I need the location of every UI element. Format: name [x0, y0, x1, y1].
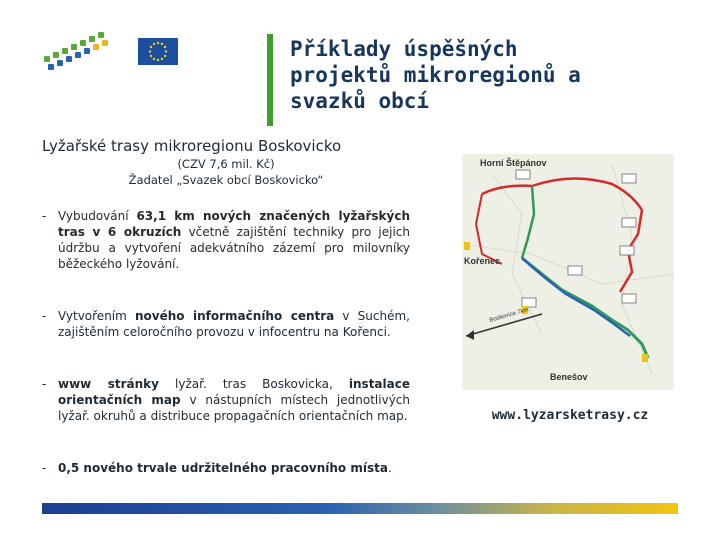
bullet-dash: - [42, 377, 47, 391]
title-line: projektů mikroregionů a [290, 63, 581, 87]
bullet-dash: - [42, 209, 47, 223]
map-label-road: Boskovice 7km [488, 307, 530, 324]
bullet-item [42, 376, 410, 424]
project-meta [42, 156, 410, 188]
map-label-top: Horní Štěpánov [480, 158, 547, 168]
title-line: svazků obcí [290, 89, 430, 113]
eu-flag-icon [138, 38, 178, 65]
bullet-text-part: v nástupních místech jednotlivých lyžař. okruhů a distribuce propagačních orientačních map. [58, 393, 410, 423]
bullet-text [58, 208, 410, 272]
bullet-item [42, 308, 410, 340]
trail-map [462, 154, 674, 390]
map-label-bottom: Benešov [550, 372, 588, 382]
bullet-bold-part: nového informačního centra [134, 309, 335, 323]
title-accent-bar [267, 34, 273, 126]
bullet-text-part: v Suchém, zajištěním celoročního provozu v infocentru na Kořenci. [58, 309, 410, 339]
title-line: Příklady úspěšných [290, 37, 518, 61]
bullet-bold-part: instalace orientačních map [58, 377, 410, 407]
bullet-text-part: Vytvořením [58, 309, 135, 323]
bullet-bold-part: 0,5 nového trvale udržitelného pracovního místa [58, 461, 388, 475]
bullet-text-part: včetně zajištění techniky pro jejich údržbu a vytvoření adekvátního zázemí pro milovníky běžeckého lyžování. [58, 225, 410, 271]
page-title [290, 36, 690, 114]
bullet-item [42, 208, 410, 272]
bullet-text-part: lyžař. tras Boskovicka, [158, 377, 349, 391]
website-link[interactable]: www.lyzarsketrasy.cz [491, 408, 649, 423]
bullet-dash: - [42, 309, 47, 323]
map-label-left: Kořenec [464, 256, 501, 266]
bullet-item [42, 460, 410, 476]
bullet-bold-part: www stránky [58, 377, 159, 391]
bullet-text [58, 460, 410, 476]
program-logo [40, 30, 112, 72]
project-title: Lyžařské trasy mikroregionu Boskovicko [42, 137, 342, 155]
project-cost: (CZV 7,6 mil. Kč) [177, 157, 275, 171]
bullet-text-part: . [387, 461, 392, 475]
bullet-text [58, 376, 410, 424]
bullet-text-part: Vybudování [58, 209, 137, 223]
bullet-bold-part: 63,1 km nových značených lyžařských tras v 6 okruzích [58, 209, 410, 239]
project-applicant: Žadatel „Svazek obcí Boskovicko“ [128, 173, 324, 187]
footer-bar [42, 503, 678, 514]
bullet-text [58, 308, 410, 340]
trail-map-drawing [462, 154, 674, 390]
bullet-dash: - [42, 461, 47, 475]
